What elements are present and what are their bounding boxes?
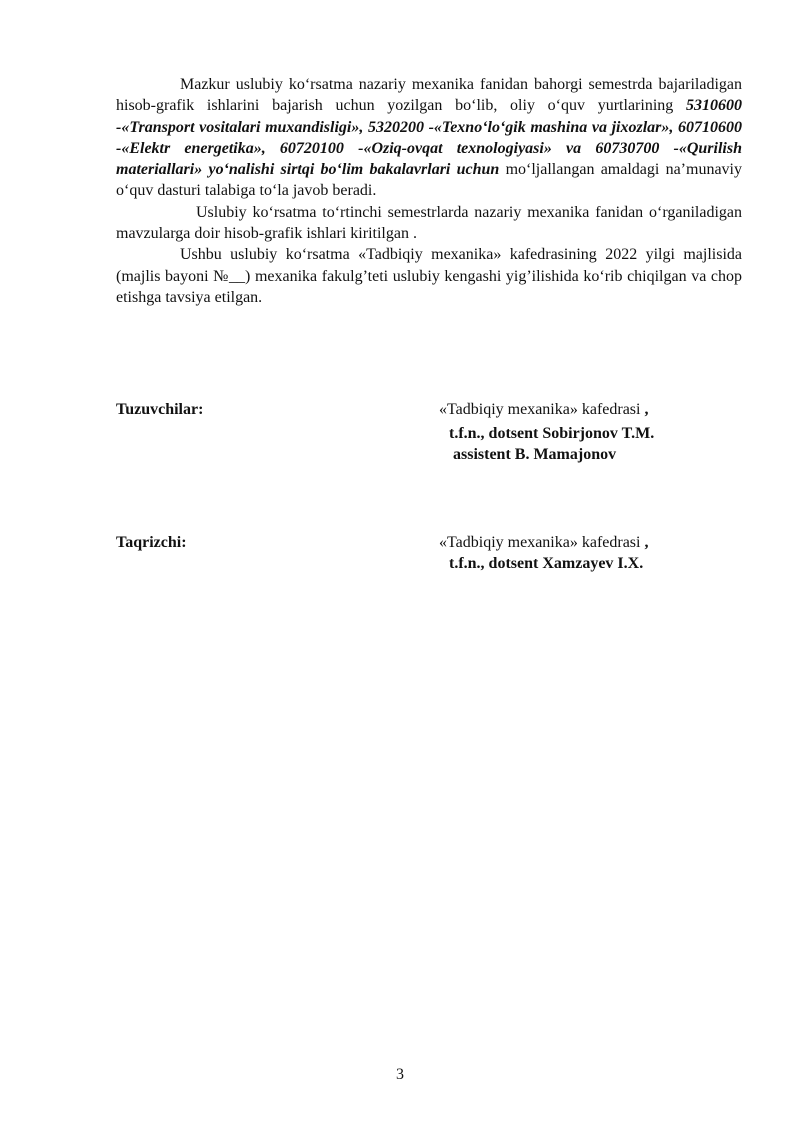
- intro-paragraph-3: Ushbu uslubiy ko‘rsatma «Tadbiqiy mexanika» kafedrasining 2022 yilgi majlisida (majlis bayoni №__) mexanika fakulg’teti uslubiy kengashi yig’ilishida ko‘rib chiqilgan va chop etishga tavsiya etilgan.: [116, 246, 742, 306]
- reviewer-1: t.f.n., dotsent Xamzayev I.X.: [449, 555, 644, 572]
- intro-p1-programs: 5310600 -«Transport vositalari muxandisligi», 5320200 -«Texno‘lo‘gik mashina va jixozlar», 60710600 -«Elektr energetika», 60720100 -«Oziq-ovqat texnologiyasi» va 60730700 -«Qurilish materiallari» yo‘nalishi sirtqi bo‘lim bakalavrlari uchun: [116, 97, 742, 179]
- reviewer-label: Taqrizchi:: [116, 534, 187, 551]
- reviewer-department: [439, 534, 648, 552]
- intro-text: [116, 74, 742, 308]
- authors-label: Tuzuvchilar:: [116, 401, 204, 418]
- intro-paragraph-2: Uslubiy ko‘rsatma to‘rtinchi semestrlarda nazariy mexanika fanidan o‘rganiladigan mavzularga doir hisob-grafik ishlari kiritilgan .: [116, 203, 742, 243]
- page-number: 3: [396, 1066, 404, 1083]
- reviewer-department-name: «Tadbiqiy mexanika» kafedrasi: [439, 534, 645, 551]
- authors-department-comma: ,: [644, 401, 649, 418]
- intro-paragraph-1: [116, 74, 742, 202]
- authors-department-name: «Tadbiqiy mexanika» kafedrasi: [439, 401, 645, 418]
- reviewer-department-comma: ,: [644, 534, 649, 551]
- intro-p1-start: Mazkur uslubiy ko‘rsatma nazariy mexanika fanidan bahorgi semestrda bajariladigan hisob-grafik ishlarini bajarish uchun yozilgan bo‘lib, oliy o‘quv yurtlarining: [116, 76, 742, 115]
- authors-department: [439, 401, 648, 419]
- author-2: assistent B. Mamajonov: [453, 446, 617, 463]
- intro-p1-end: mo‘ljallangan amaldagi na’munaviy o‘quv dasturi talabiga to‘la javob beradi.: [116, 161, 743, 200]
- author-1: t.f.n., dotsent Sobirjonov T.M.: [449, 425, 655, 442]
